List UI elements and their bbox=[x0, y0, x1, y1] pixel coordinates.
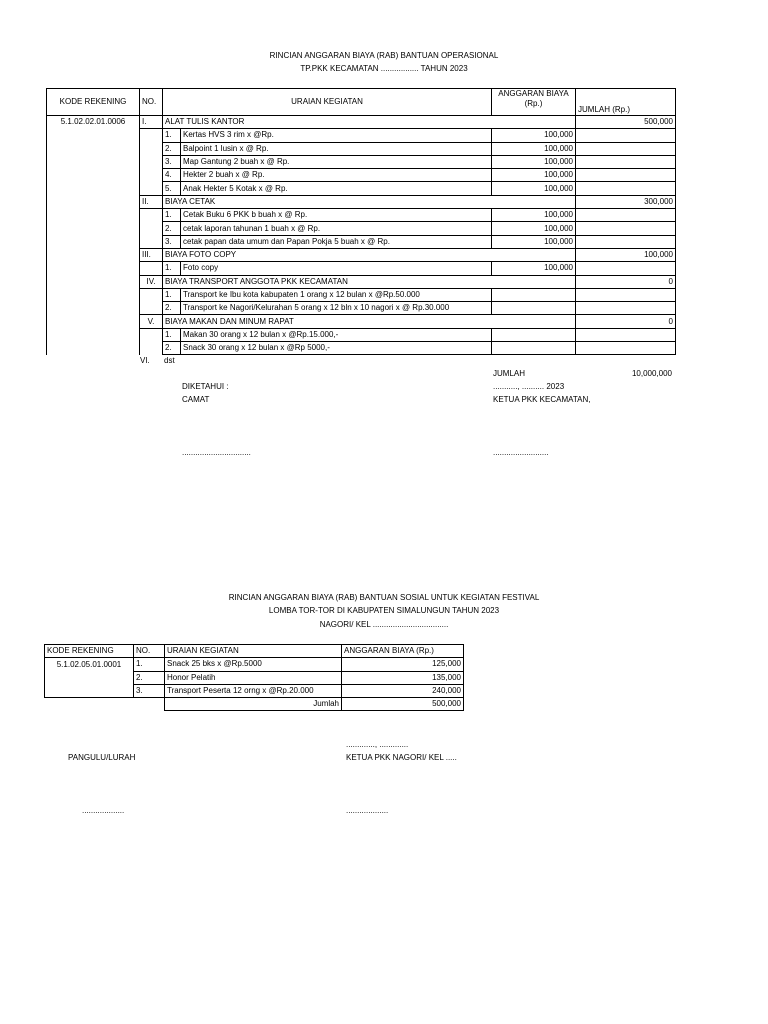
table-row bbox=[47, 169, 676, 182]
table-row bbox=[47, 262, 676, 275]
section-no: IV. bbox=[140, 275, 163, 288]
doc2-pangulu: PANGULU/LURAH bbox=[68, 753, 136, 762]
header-uraian-kegiatan: URAIAN KEGIATAN bbox=[163, 89, 492, 116]
doc1-title-line2: TP.PKK KECAMATAN ................. TAHUN 2023 bbox=[300, 64, 468, 73]
item-amount bbox=[492, 302, 576, 315]
item-no: 1. bbox=[163, 288, 181, 301]
doc1-title-line1: RINCIAN ANGGARAN BIAYA (RAB) BANTUAN OPERASIONAL bbox=[269, 51, 499, 60]
item-text: Map Gantung 2 buah x @ Rp. bbox=[181, 155, 492, 168]
doc2-jumlah-label: Jumlah bbox=[165, 698, 342, 711]
table-row bbox=[47, 288, 676, 301]
item-text: Honor Pelatih bbox=[165, 671, 342, 684]
doc2-jumlah-value: 500,000 bbox=[342, 698, 464, 711]
doc2-header-anggaran: ANGGARAN BIAYA (Rp.) bbox=[342, 645, 464, 658]
doc1-ketua: KETUA PKK KECAMATAN, bbox=[493, 395, 591, 404]
item-amount: 100,000 bbox=[492, 155, 576, 168]
item-no: 4. bbox=[163, 169, 181, 182]
doc1-sign-right: ......................... bbox=[493, 448, 549, 457]
item-amount: 100,000 bbox=[492, 142, 576, 155]
item-amount: 100,000 bbox=[492, 209, 576, 222]
item-amount: 135,000 bbox=[342, 671, 464, 684]
item-text: Transport Peserta 12 orng x @Rp.20.000 bbox=[165, 684, 342, 697]
item-amount bbox=[492, 328, 576, 341]
item-amount bbox=[492, 342, 576, 355]
section-label: BIAYA MAKAN DAN MINUM RAPAT bbox=[163, 315, 576, 328]
doc2-title-line2: LOMBA TOR-TOR DI KABUPATEN SIMALUNGUN TAHUN 2023 bbox=[268, 606, 500, 615]
table-row bbox=[47, 155, 676, 168]
item-amount bbox=[492, 288, 576, 301]
doc2-jumlah-row bbox=[45, 698, 464, 711]
section-no: V. bbox=[140, 315, 163, 328]
section-label: ALAT TULIS KANTOR bbox=[163, 116, 576, 129]
doc1-kode-value: 5.1.02.02.01.0006 bbox=[47, 116, 140, 129]
item-text: Cetak Buku 6 PKK b buah x @ Rp. bbox=[181, 209, 492, 222]
header-anggaran-biaya: ANGGARAN BIAYA (Rp.) bbox=[492, 89, 576, 116]
section-row bbox=[47, 315, 676, 328]
doc1-jumlah-value: 10,000,000 bbox=[631, 369, 672, 378]
table-row bbox=[45, 671, 464, 684]
item-amount: 100,000 bbox=[492, 182, 576, 195]
section-label: BIAYA CETAK bbox=[163, 195, 576, 208]
section-no: I. bbox=[140, 116, 163, 129]
doc1-date-line: ..........., .......... 2023 bbox=[493, 382, 565, 391]
header-no: NO. bbox=[140, 89, 163, 116]
doc1-diketahui: DIKETAHUI : bbox=[182, 382, 229, 391]
item-no: 3. bbox=[163, 235, 181, 248]
item-no: 1. bbox=[163, 209, 181, 222]
section-total: 100,000 bbox=[576, 248, 676, 261]
item-no: 2. bbox=[163, 342, 181, 355]
doc1-jumlah-label: JUMLAH bbox=[493, 369, 526, 378]
doc2-sign-left: ................... bbox=[82, 806, 125, 815]
item-text: Makan 30 orang x 12 bulan x @Rp.15.000,- bbox=[181, 328, 492, 341]
section-label: BIAYA FOTO COPY bbox=[163, 248, 576, 261]
item-amount: 100,000 bbox=[492, 129, 576, 142]
table-row bbox=[45, 684, 464, 697]
doc2-header-uraian: URAIAN KEGIATAN bbox=[165, 645, 342, 658]
item-no: 1. bbox=[163, 129, 181, 142]
doc2-header-no: NO. bbox=[134, 645, 165, 658]
doc2-kode-value: 5.1.02.05.01.0001 bbox=[45, 658, 134, 671]
table-row bbox=[47, 328, 676, 341]
item-text: Balpoint 1 lusin x @ Rp. bbox=[181, 142, 492, 155]
doc1-table-body bbox=[47, 116, 676, 355]
doc1-camat: CAMAT bbox=[182, 395, 210, 404]
item-text: Foto copy bbox=[181, 262, 492, 275]
section-row bbox=[47, 248, 676, 261]
item-amount: 100,000 bbox=[492, 169, 576, 182]
item-no: 2. bbox=[134, 671, 165, 684]
item-text: Snack 30 orang x 12 bulan x @Rp 5000,- bbox=[181, 342, 492, 355]
table-row bbox=[47, 342, 676, 355]
section-row bbox=[47, 116, 676, 129]
section-label: BIAYA TRANSPORT ANGGOTA PKK KECAMATAN bbox=[163, 275, 576, 288]
doc1-vi-text: dst bbox=[164, 356, 175, 365]
item-text: cetak papan data umum dan Papan Pokja 5 buah x @ Rp. bbox=[181, 235, 492, 248]
table-row bbox=[47, 129, 676, 142]
item-text: Snack 25 bks x @Rp.5000 bbox=[165, 658, 342, 671]
table-row bbox=[47, 142, 676, 155]
doc2-header-kode-rekening: KODE REKENING bbox=[45, 645, 134, 658]
item-text: cetak laporan tahunan 1 buah x @ Rp. bbox=[181, 222, 492, 235]
section-total: 0 bbox=[576, 275, 676, 288]
item-text: Transport ke Ibu kota kabupaten 1 orang x 12 bulan x @Rp.50.000 bbox=[181, 288, 492, 301]
doc1-sign-left: ............................... bbox=[182, 448, 251, 457]
table-row bbox=[47, 302, 676, 315]
doc2-title-line1: RINCIAN ANGGARAN BIAYA (RAB) BANTUAN SOSIAL UNTUK KEGIATAN FESTIVAL bbox=[228, 593, 540, 602]
doc2-header-row bbox=[45, 645, 464, 658]
table-row bbox=[47, 182, 676, 195]
item-amount: 125,000 bbox=[342, 658, 464, 671]
doc2-budget-table bbox=[44, 644, 464, 711]
header-jumlah: JUMLAH (Rp.) bbox=[576, 89, 676, 116]
item-text: Kertas HVS 3 rim x @Rp. bbox=[181, 129, 492, 142]
item-amount: 240,000 bbox=[342, 684, 464, 697]
item-no: 2. bbox=[163, 302, 181, 315]
doc2-ketua: KETUA PKK NAGORI/ KEL ..... bbox=[346, 753, 457, 762]
item-no: 3. bbox=[163, 155, 181, 168]
section-total: 0 bbox=[576, 315, 676, 328]
item-amount: 100,000 bbox=[492, 262, 576, 275]
doc2-sign-right: ................... bbox=[346, 806, 389, 815]
section-row bbox=[47, 195, 676, 208]
item-no: 2. bbox=[163, 142, 181, 155]
table-row bbox=[45, 658, 464, 671]
item-amount: 100,000 bbox=[492, 222, 576, 235]
table-row bbox=[47, 235, 676, 248]
item-no: 3. bbox=[134, 684, 165, 697]
item-text: Anak Hekter 5 Kotak x @ Rp. bbox=[181, 182, 492, 195]
doc2-title-line3: NAGORI/ KEL .................................. bbox=[319, 620, 449, 629]
section-total: 500,000 bbox=[576, 116, 676, 129]
section-no: III. bbox=[140, 248, 163, 261]
item-text: Hekter 2 buah x @ Rp. bbox=[181, 169, 492, 182]
item-text: Transport ke Nagori/Kelurahan 5 orang x 12 bln x 10 nagori x @ Rp.30.000 bbox=[181, 302, 492, 315]
item-no: 1. bbox=[163, 262, 181, 275]
item-amount: 100,000 bbox=[492, 235, 576, 248]
section-total: 300,000 bbox=[576, 195, 676, 208]
header-kode-rekening: KODE REKENING bbox=[47, 89, 140, 116]
doc1-vi-no: VI. bbox=[140, 356, 150, 365]
item-no: 1. bbox=[163, 328, 181, 341]
item-no: 1. bbox=[134, 658, 165, 671]
doc2-date-line: ............., ............. bbox=[346, 740, 409, 749]
doc1-header-row bbox=[47, 89, 676, 116]
section-row bbox=[47, 275, 676, 288]
doc1-budget-table bbox=[46, 88, 676, 355]
table-row bbox=[47, 209, 676, 222]
item-no: 5. bbox=[163, 182, 181, 195]
table-row bbox=[47, 222, 676, 235]
item-no: 2. bbox=[163, 222, 181, 235]
section-no: II. bbox=[140, 195, 163, 208]
